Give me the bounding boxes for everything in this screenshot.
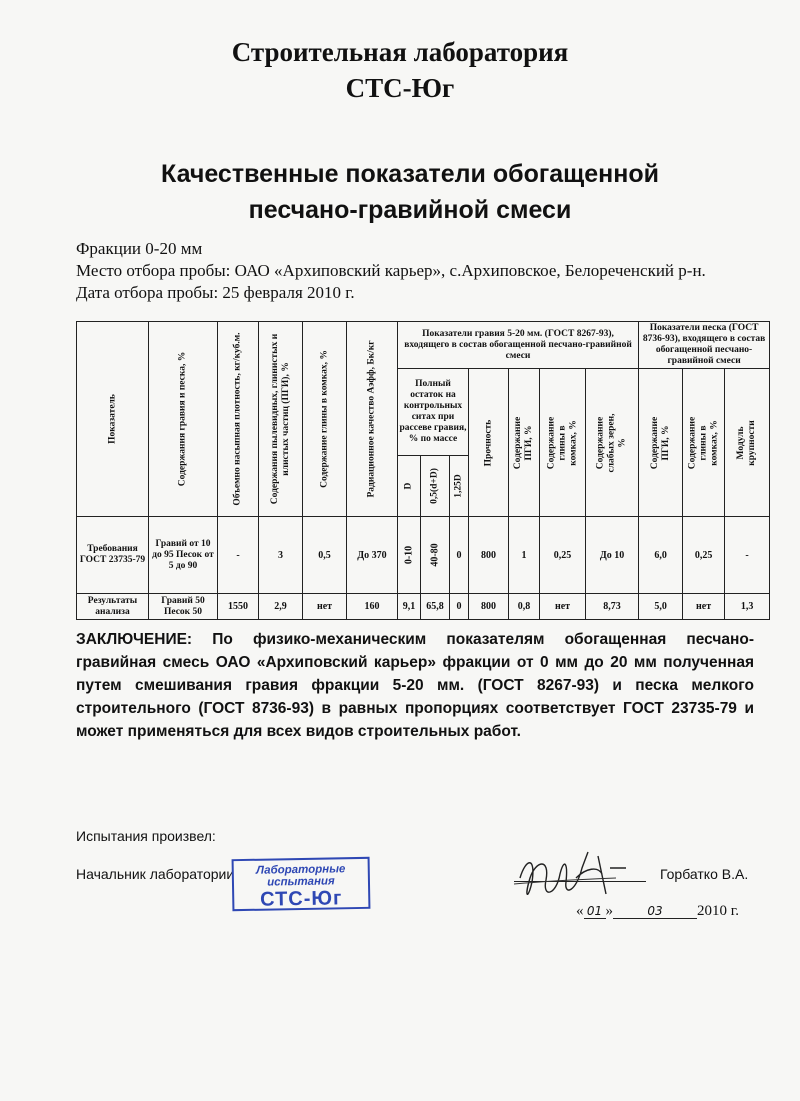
table-row-results <box>77 594 770 620</box>
cell-res-clay-lumps: нет <box>303 594 347 620</box>
cell-req-sand-pgi: 6,0 <box>639 517 683 594</box>
header-sand-group: Показатели песка (ГОСТ 8736-93), входящего в состав обогащенной песчано-гравийной смеси <box>639 322 770 369</box>
header-sieve-125: 1,25D <box>450 456 469 517</box>
header-indicator: Показатель <box>77 322 149 517</box>
cell-req-d125: 0 <box>450 517 469 594</box>
header-sand-clay: Содержание глины в комках, % <box>683 369 725 517</box>
date-year: 2010 г. <box>697 903 739 919</box>
cell-res-strength: 800 <box>469 594 509 620</box>
cell-req-gravel-sand: Гравий от 10 до 95 Песок от 5 до 90 <box>149 517 218 594</box>
lab-name: Строительная лаборатория <box>231 37 569 67</box>
header-gravel-pgi: Содержание ПГИ, % <box>509 369 540 517</box>
sample-place: Место отбора пробы: ОАО «Архиповский карьер», с.Архиповское, Белореченский р-н. <box>76 261 706 280</box>
cell-res-d125: 0 <box>450 594 469 620</box>
date-quote-open: « <box>576 903 584 919</box>
cell-req-half: 40-80 <box>421 517 450 594</box>
stamp-text-bottom: СТС-Юг <box>259 887 343 911</box>
row-label-requirements: Требования ГОСТ 23735-79 <box>77 517 149 594</box>
header-sand-modulus: Модуль крупности <box>725 369 770 517</box>
cell-res-gravel-pgi: 0,8 <box>509 594 540 620</box>
lab-title <box>0 34 800 106</box>
header-gravel-weak: Содержание слабых зерен, % <box>586 369 639 517</box>
header-gravel-clay: Содержание глины в комках, % <box>540 369 586 517</box>
stamp-text-top: Лабораторные испытания <box>256 863 346 889</box>
date-day: 01 <box>584 904 606 919</box>
sign-date <box>576 903 739 920</box>
cell-res-half: 65,8 <box>421 594 450 620</box>
header-residue-group: Полный остаток на контрольных ситах при рассеве гравия, % по массе <box>398 369 469 456</box>
cell-req-density: - <box>218 517 259 594</box>
cell-req-strength: 800 <box>469 517 509 594</box>
document-title <box>0 156 800 228</box>
lab-code: СТС-Юг <box>345 73 455 103</box>
sample-date: Дата отбора пробы: 25 февраля 2010 г. <box>76 283 355 302</box>
cell-req-gravel-weak: До 10 <box>586 517 639 594</box>
cell-req-radiation: До 370 <box>347 517 398 594</box>
cell-res-density: 1550 <box>218 594 259 620</box>
results-table <box>76 321 770 620</box>
conclusion-text: ЗАКЛЮЧЕНИЕ: По физико-механическим показателям обогащенная песчано-гравийная смесь ОАО «Архиповский карьер» фракции от 0 мм до 20 мм полученная путем смешивания гравия фракции 5-20 мм. (ГОСТ 8267-93) и песка мелкого строительного (ГОСТ 8736-93) в равных пропорциях соответствует ГОСТ 23735-79 и может применяться для всех видов строительных работ. <box>76 631 754 740</box>
header-radiation: Радиационное качество Аэфф, Бк/кг <box>347 322 398 517</box>
table-row-requirements <box>77 517 770 594</box>
handwritten-signature <box>506 838 636 910</box>
cell-res-gravel-clay: нет <box>540 594 586 620</box>
cell-req-sand-modulus: - <box>725 517 770 594</box>
cell-req-dust: 3 <box>259 517 303 594</box>
cell-res-gravel-weak: 8,73 <box>586 594 639 620</box>
header-clay-lumps: Содержание глины в комках, % <box>303 322 347 517</box>
header-density: Объемно насыпная плотность, кг/куб.м. <box>218 322 259 517</box>
lab-stamp <box>232 857 371 911</box>
cell-req-clay-lumps: 0,5 <box>303 517 347 594</box>
title-line-1: Качественные показатели обогащенной <box>161 160 659 188</box>
signer-name: Горбатко В.А. <box>660 866 749 882</box>
cell-res-radiation: 160 <box>347 594 398 620</box>
title-line-2: песчано-гравийной смеси <box>248 196 572 224</box>
cell-res-sand-modulus: 1,3 <box>725 594 770 620</box>
cell-res-sand-pgi: 5,0 <box>639 594 683 620</box>
cell-res-d: 9,1 <box>398 594 421 620</box>
header-strength: Прочность <box>469 369 509 517</box>
header-gravel-group: Показатели гравия 5-20 мм. (ГОСТ 8267-93), входящего в состав обогащенной песчано-гравийной смеси <box>398 322 639 369</box>
header-sand-pgi: Содержание ПГИ, % <box>639 369 683 517</box>
cell-res-sand-clay: нет <box>683 594 725 620</box>
header-gravel-sand: Содержания гравия и песка, % <box>149 322 218 517</box>
date-month: 03 <box>613 904 697 919</box>
sample-info <box>76 238 706 304</box>
row-label-results: Результаты анализа <box>77 594 149 620</box>
header-sieve-half: 0,5(d+D) <box>421 456 450 517</box>
table-header-row-1 <box>77 322 770 369</box>
cell-req-d: 0-10 <box>398 517 421 594</box>
cell-res-dust: 2,9 <box>259 594 303 620</box>
header-sieve-d: D <box>398 456 421 517</box>
cell-res-gravel-sand: Гравий 50 Песок 50 <box>149 594 218 620</box>
cell-req-sand-clay: 0,25 <box>683 517 725 594</box>
fraction-text: Фракции 0-20 мм <box>76 239 203 258</box>
header-dust: Содержания пылевидных, глинистых и илистых частиц (ПГИ), % <box>259 322 303 517</box>
tested-by-label: Испытания произвел: <box>76 828 216 844</box>
head-of-lab-label: Начальник лаборатории <box>76 866 235 882</box>
date-quote-close: » <box>605 903 613 919</box>
cell-req-gravel-pgi: 1 <box>509 517 540 594</box>
cell-req-gravel-clay: 0,25 <box>540 517 586 594</box>
